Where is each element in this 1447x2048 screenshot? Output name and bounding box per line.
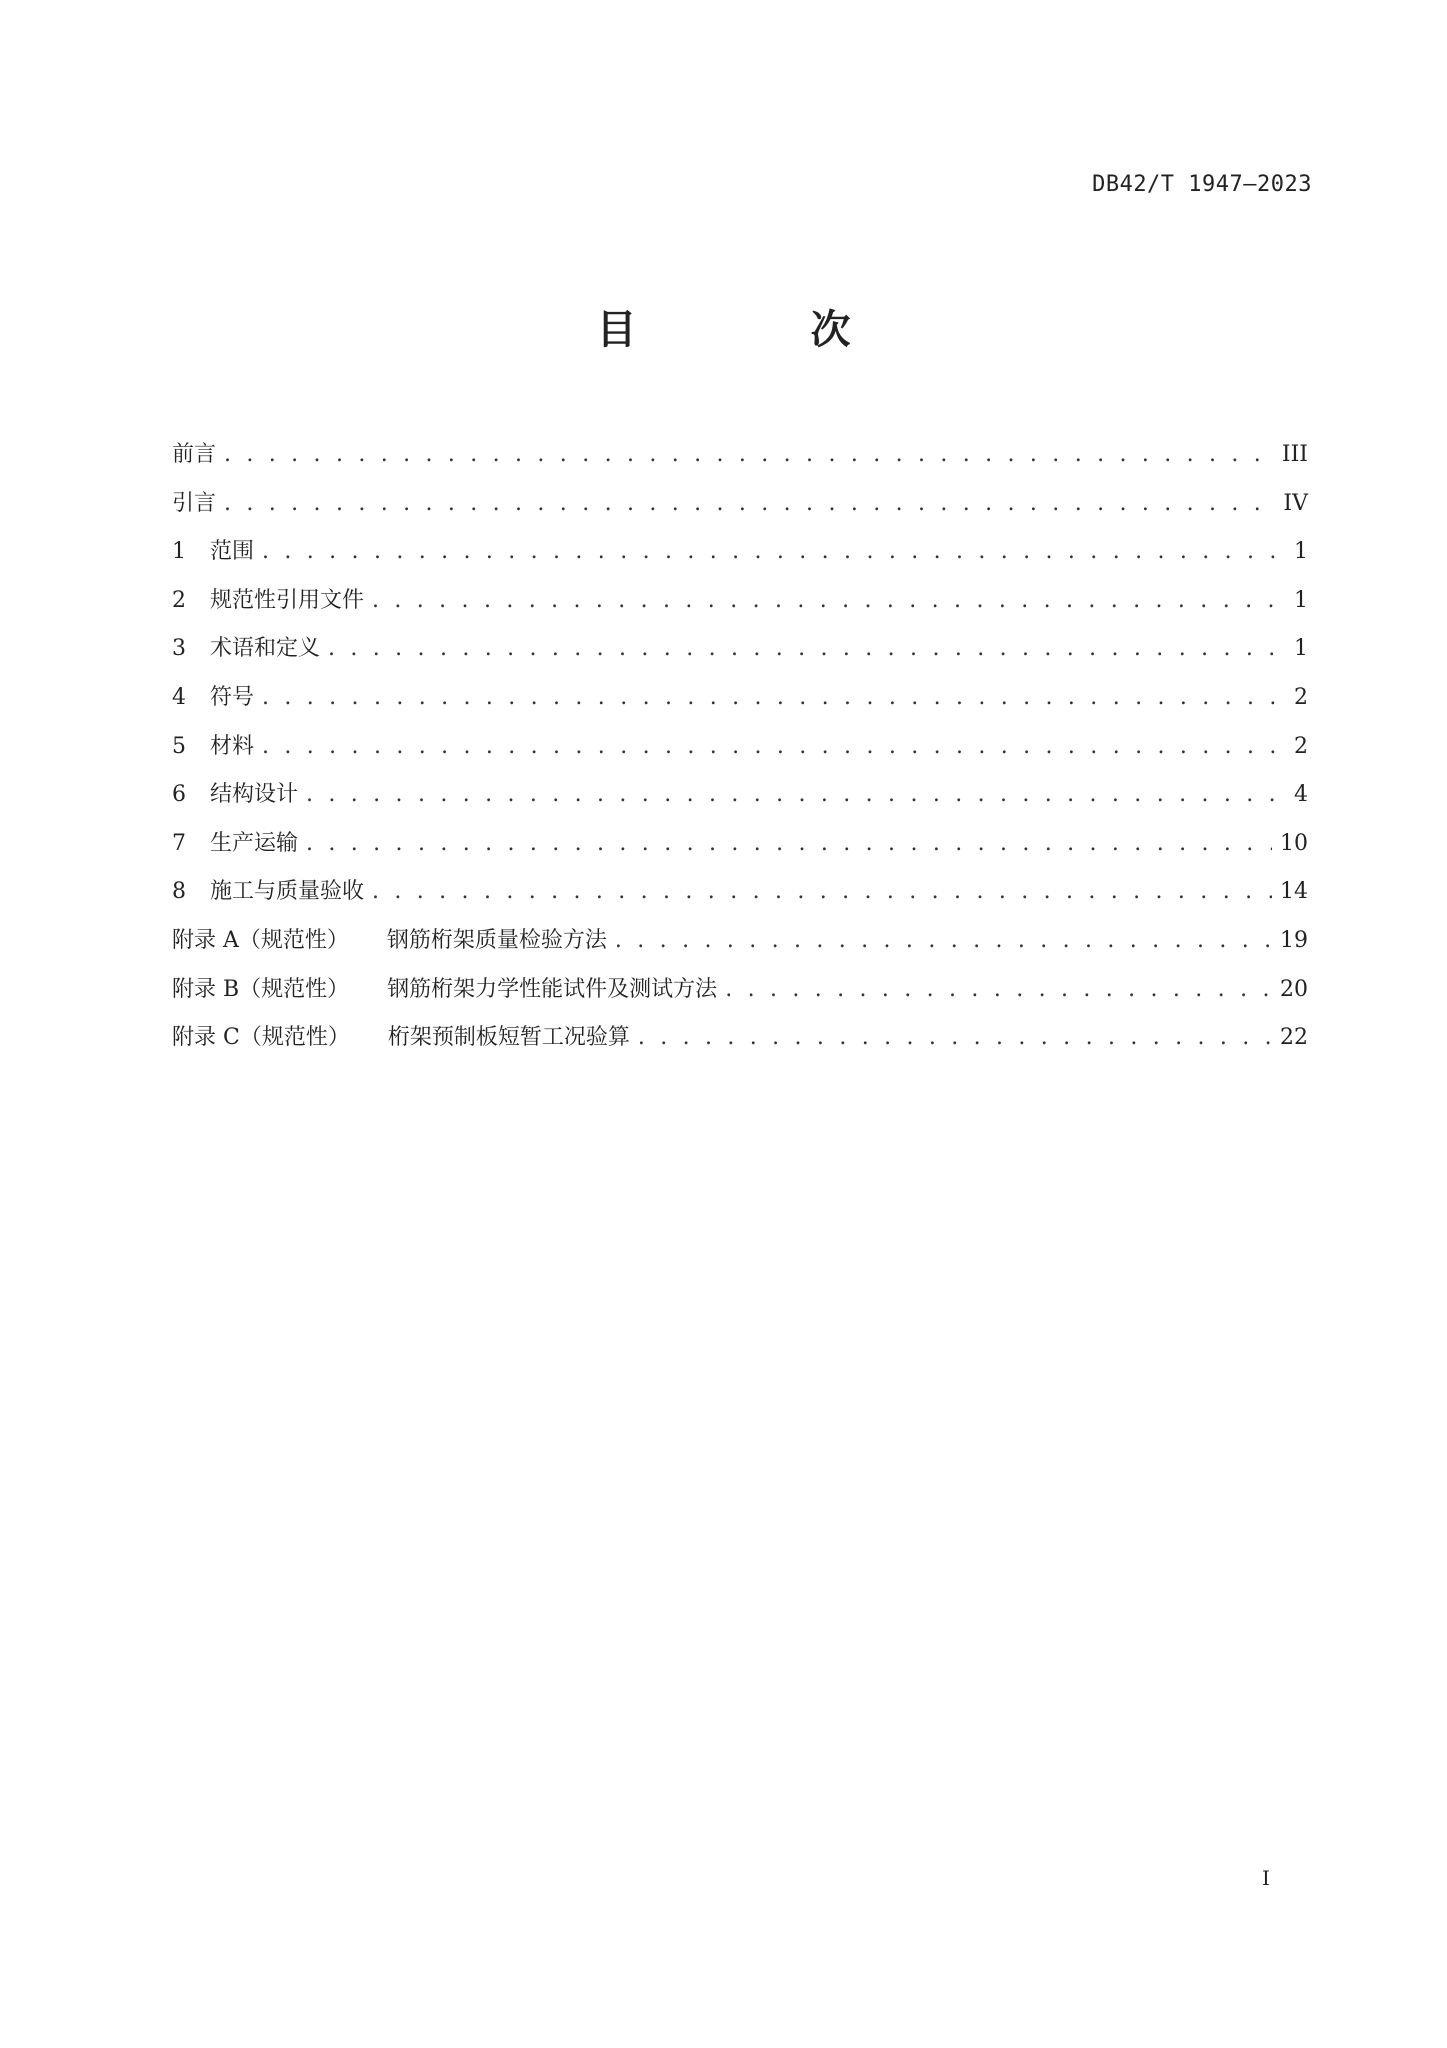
toc-leader-dots bbox=[638, 1025, 1272, 1050]
toc-entry-label: 附录 C（规范性） bbox=[172, 1025, 350, 1051]
toc-entry-page: III bbox=[1281, 442, 1308, 467]
toc-entry-normative-references[interactable] bbox=[172, 583, 1308, 632]
toc-entry-appendix-a[interactable] bbox=[172, 923, 1308, 972]
toc-entry-number: 6 bbox=[172, 782, 186, 808]
toc-entry-number: 3 bbox=[172, 636, 186, 662]
toc-entry-construction-acceptance[interactable] bbox=[172, 874, 1308, 923]
toc-entry-label: 生产运输 bbox=[210, 830, 299, 856]
toc-entry-page: 2 bbox=[1294, 684, 1308, 710]
toc-entry-label: 术语和定义 bbox=[210, 636, 321, 662]
toc-entry-page: 22 bbox=[1280, 1025, 1308, 1051]
toc-entry-label: 结构设计 bbox=[210, 782, 299, 808]
toc-entry-page: 4 bbox=[1294, 782, 1308, 808]
toc-entry-subtitle: 钢筋桁架质量检验方法 bbox=[386, 927, 607, 953]
toc-entry-production-transport[interactable] bbox=[172, 826, 1308, 875]
toc-entry-label: 附录 A（规范性） bbox=[172, 927, 349, 953]
toc-entry-label: 引言 bbox=[172, 490, 217, 516]
toc-title: 目 次 bbox=[596, 307, 931, 353]
toc-leader-dots bbox=[725, 977, 1272, 1002]
toc-leader-dots bbox=[262, 685, 1280, 710]
toc-leader-dots bbox=[224, 442, 1274, 467]
toc-leader-dots bbox=[372, 588, 1280, 613]
toc-entry-subtitle: 桁架预制板短暂工况验算 bbox=[387, 1025, 630, 1051]
toc-entry-introduction[interactable] bbox=[172, 486, 1308, 535]
toc-entry-page: 1 bbox=[1294, 587, 1308, 613]
toc-entry-page: IV bbox=[1283, 490, 1308, 516]
toc-entry-label: 材料 bbox=[210, 733, 255, 759]
toc-entry-appendix-b[interactable] bbox=[172, 972, 1308, 1021]
toc-entry-label: 前言 bbox=[172, 442, 217, 467]
toc-entry-foreword[interactable] bbox=[172, 437, 1308, 486]
toc-entry-number: 7 bbox=[172, 830, 186, 856]
toc-entry-label: 符号 bbox=[210, 684, 255, 710]
toc-entry-page: 14 bbox=[1280, 879, 1308, 905]
toc-entry-terms-definitions[interactable] bbox=[172, 631, 1308, 680]
toc-entry-materials[interactable] bbox=[172, 729, 1308, 778]
toc-entry-label: 范围 bbox=[210, 539, 255, 565]
toc-leader-dots bbox=[306, 782, 1280, 807]
toc-entry-number: 5 bbox=[172, 733, 186, 759]
toc-leader-dots bbox=[262, 734, 1280, 759]
toc-leader-dots bbox=[224, 491, 1275, 516]
toc-entry-symbols[interactable] bbox=[172, 680, 1308, 729]
toc-entry-number: 4 bbox=[172, 684, 186, 710]
page-number: I bbox=[1262, 1866, 1270, 1890]
toc-entry-page: 2 bbox=[1294, 733, 1308, 759]
toc-leader-dots bbox=[372, 879, 1272, 904]
toc-entry-appendix-c[interactable] bbox=[172, 1020, 1308, 1069]
document-code: DB42/T 1947—2023 bbox=[1092, 172, 1312, 197]
toc-entry-label: 施工与质量验收 bbox=[210, 879, 365, 905]
table-of-contents bbox=[172, 437, 1308, 1069]
toc-entry-page: 1 bbox=[1294, 636, 1308, 662]
toc-leader-dots bbox=[262, 539, 1280, 564]
toc-entry-number: 1 bbox=[172, 539, 186, 565]
toc-entry-page: 10 bbox=[1280, 830, 1308, 856]
toc-entry-number: 2 bbox=[172, 587, 186, 613]
toc-leader-dots bbox=[615, 928, 1272, 953]
toc-leader-dots bbox=[328, 636, 1280, 661]
toc-entry-label: 附录 B（规范性） bbox=[172, 976, 350, 1002]
toc-entry-label: 规范性引用文件 bbox=[210, 587, 365, 613]
toc-entry-subtitle: 钢筋桁架力学性能试件及测试方法 bbox=[387, 976, 718, 1002]
toc-entry-structural-design[interactable] bbox=[172, 777, 1308, 826]
toc-entry-page: 19 bbox=[1280, 927, 1308, 953]
toc-entry-number: 8 bbox=[172, 879, 186, 905]
toc-entry-page: 20 bbox=[1280, 976, 1308, 1002]
toc-entry-page: 1 bbox=[1294, 539, 1308, 565]
toc-leader-dots bbox=[306, 831, 1272, 856]
toc-entry-scope[interactable] bbox=[172, 534, 1308, 583]
